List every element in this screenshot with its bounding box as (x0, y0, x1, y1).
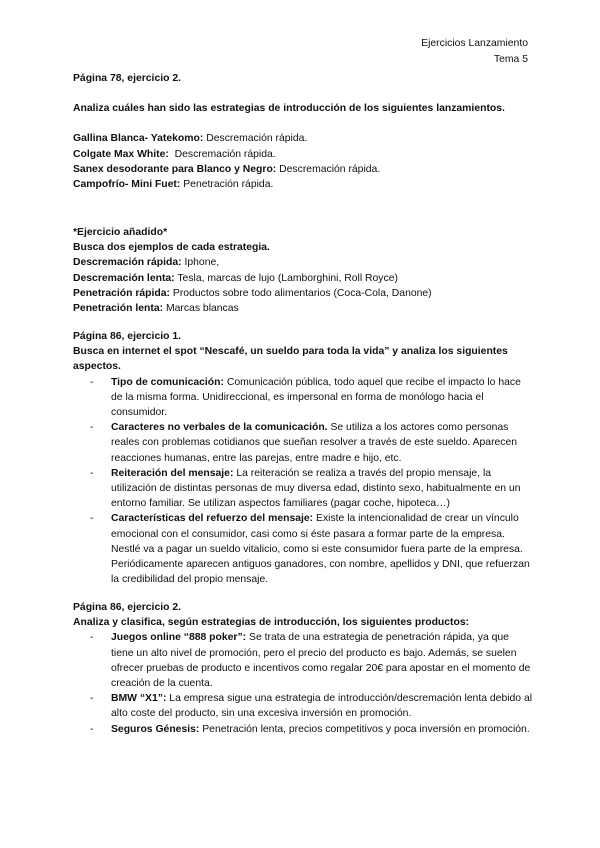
answer-line (73, 255, 533, 270)
bullet-dash: - (90, 422, 94, 434)
list-item (73, 630, 533, 691)
section-pagina-78 (73, 71, 533, 192)
item-text: La reiteración se realiza a través del propio mensaje, la utilización de distintas personas de muy diversa edad, distinto sexo, habitualmente en un entorno familiar. Se utilizan aspectos familiares (pagar coche, hipoteca…) (111, 467, 521, 510)
section-question: Analiza y clasifica, según estrategias de introducción, los siguientes productos: (73, 617, 470, 629)
list-item (73, 420, 533, 466)
answer-list (73, 131, 533, 192)
item-label: Juegos online “888 poker”: (111, 632, 247, 644)
answer-text: Descremación rápida. (276, 163, 381, 175)
bullet-dash: - (90, 467, 94, 479)
list-item (73, 691, 533, 721)
answer-label: Campofrío- Mini Fuet: (73, 179, 181, 191)
item-text: Se utiliza a los actores como personas reales con problemas cotidianos que sueñan resolver a través de este sueldo. Aparecen reacciones humanas, entre las parejas, entre madre e hijo, etc. (111, 422, 518, 464)
section-pagina-86-ej1 (73, 329, 533, 587)
answer-line (73, 271, 533, 286)
section-question: Busca en internet el spot “Nescafé, un sueldo para toda la vida” y analiza los siguientes aspectos. (73, 346, 508, 373)
answer-line (73, 162, 533, 177)
section-pagina-86-ej2 (73, 600, 533, 737)
section-question: Busca dos ejemplos de cada estrategia. (73, 242, 270, 254)
item-label: Reiteración del mensaje: (111, 467, 234, 479)
document-header (421, 36, 528, 67)
item-label: BMW “X1”: (111, 693, 167, 705)
answer-text: Marcas blancas (163, 303, 239, 315)
bullet-list (73, 630, 533, 736)
bullet-dash: - (90, 693, 94, 705)
answer-text: Descremación rápida. (203, 133, 308, 145)
header-title: Ejercicios Lanzamiento (421, 38, 528, 49)
answer-text: Penetración rápida. (180, 179, 274, 191)
section-title: *Ejercicio añadido* (73, 227, 168, 238)
answer-label: Descremación lenta: (73, 272, 175, 284)
answer-line (73, 177, 533, 192)
item-text: Existe la intencionalidad de crear un vínculo emocional con el consumidor, casi como si éste pasara a formar parte de la empresa. Nestlé va a pagar un sueldo vitalicio, como si este consumidor fuera parte de la empresa. Periódicamente aparecen antiguos ganadores, con nombre, apellidos y DNI, que refuerzan la credibilidad del propio mensaje. (111, 513, 530, 586)
item-text: Comunicación pública, todo aquel que recibe el impacto lo hace de la misma forma. Unidireccional, es impersonal en forma de monólogo hacia el consumidor. (111, 376, 521, 419)
header-subtitle: Tema 5 (493, 53, 528, 65)
bullet-dash: - (90, 376, 94, 388)
section-title: Página 86, ejercicio 2. (73, 602, 182, 613)
answer-line (73, 301, 533, 316)
answer-text: Tesla, marcas de lujo (Lamborghini, Roll Royce) (174, 272, 398, 284)
answer-label: Gallina Blanca- Yatekomo: (73, 133, 204, 145)
answer-label: Descremación rápida: (73, 257, 182, 269)
section-ejercicio-anadido (73, 225, 533, 316)
bullet-list (73, 375, 533, 588)
list-item (73, 722, 533, 737)
answer-label: Penetración lenta: (73, 303, 164, 315)
answer-label: Penetración rápida: (73, 287, 171, 299)
item-label: Seguros Génesis: (111, 723, 200, 735)
list-item (73, 466, 533, 512)
answer-text: Iphone, (181, 257, 220, 269)
answer-text: Descremación rápida. (168, 148, 276, 160)
list-item (73, 375, 533, 421)
item-label: Características del refuerzo del mensaje: (111, 513, 314, 525)
answer-line (73, 131, 533, 146)
bullet-dash: - (90, 723, 94, 735)
bullet-dash: - (90, 632, 94, 644)
item-text: Penetración lenta, precios competitivos y poca inversión en promoción. (199, 723, 530, 735)
answer-line (73, 286, 533, 301)
answer-label: Sanex desodorante para Blanco y Negro: (73, 163, 277, 175)
item-label: Caracteres no verbales de la comunicación. (111, 422, 328, 434)
section-question: Analiza cuáles han sido las estrategias de introducción de los siguientes lanzamientos. (73, 103, 505, 115)
item-text: La empresa sigue una estrategia de introducción/descremación lenta debido al alto coste del producto, sin una excesiva inversión en promoción. (111, 693, 533, 720)
item-label: Tipo de comunicación: (111, 376, 224, 388)
bullet-dash: - (90, 513, 94, 525)
section-title: Página 86, ejercicio 1. (73, 331, 182, 342)
item-text: Se trata de una estrategia de penetración rápida, ya que tiene un alto nivel de promoción, pero el precio del producto es bajo. Además, se suelen ofrecer pruebas de producto e incentivos como regalar 20€ para apostar en el momento de creación de la cuenta. (111, 632, 531, 690)
answer-text: Productos sobre todo alimentarios (Coca-Cola, Danone) (170, 287, 432, 299)
answer-label: Colgate Max White: (73, 148, 169, 160)
answer-line (73, 147, 533, 162)
list-item (73, 511, 533, 587)
section-title: Página 78, ejercicio 2. (73, 73, 182, 84)
